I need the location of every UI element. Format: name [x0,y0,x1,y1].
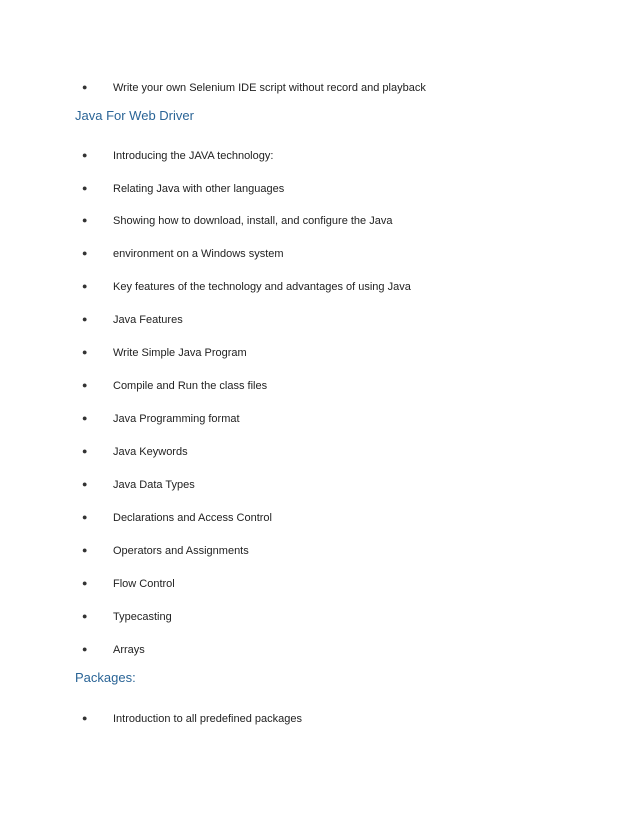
list-item [82,378,267,393]
bullet-icon: ● [82,82,88,92]
bullet-icon: ● [82,183,88,193]
bullet-icon: ● [82,512,88,522]
list-item-text: Write Simple Java Program [113,347,247,359]
list-item [82,477,195,492]
bullet-icon: ● [82,150,88,160]
list-item [82,246,284,261]
bullet-icon: ● [82,281,88,291]
list-item-text: Declarations and Access Control [113,512,272,524]
list-item [82,510,272,525]
list-item-text: Key features of the technology and advantages of using Java [113,281,411,293]
bullet-icon: ● [82,644,88,654]
list-item-text: Typecasting [113,611,172,623]
list-item-text: Java Data Types [113,479,195,491]
list-item [82,345,247,360]
bullet-icon: ● [82,248,88,258]
bullet-icon: ● [82,578,88,588]
list-item [82,444,188,459]
list-item-text: Java Programming format [113,413,240,425]
bullet-icon: ● [82,611,88,621]
list-item [82,576,175,591]
list-item [82,312,183,327]
list-item [82,642,145,657]
list-item-text: Operators and Assignments [113,545,249,557]
list-item-text: Introduction to all predefined packages [113,713,302,725]
list-item [82,80,426,95]
bullet-icon: ● [82,380,88,390]
list-item [82,543,249,558]
list-item-text: Compile and Run the class files [113,380,268,392]
bullet-icon: ● [82,446,88,456]
list-item-text: Java Keywords [113,446,188,458]
list-item-text: environment on a Windows system [113,248,284,260]
section-heading-packages: Packages: [75,670,136,685]
list-item-text: Showing how to download, install, and configure the Java [113,215,393,227]
bullet-icon: ● [82,347,88,357]
list-item-text: Relating Java with other languages [113,183,285,195]
list-item-text: Java Features [113,314,183,326]
bullet-icon: ● [82,713,88,723]
list-item [82,609,172,624]
list-item [82,279,411,294]
list-item [82,213,392,228]
list-item-text: Arrays [113,644,145,656]
list-item [82,181,284,196]
list-item-text: Flow Control [113,578,175,590]
list-item [82,148,273,163]
bullet-icon: ● [82,545,88,555]
bullet-icon: ● [82,314,88,324]
list-item [82,711,302,726]
bullet-icon: ● [82,413,88,423]
list-item [82,411,240,426]
bullet-icon: ● [82,479,88,489]
bullet-icon: ● [82,215,88,225]
list-item-text: Write your own Selenium IDE script without record and playback [113,82,426,94]
list-item-text: Introducing the JAVA technology: [113,150,274,162]
section-heading-java: Java For Web Driver [75,108,194,123]
